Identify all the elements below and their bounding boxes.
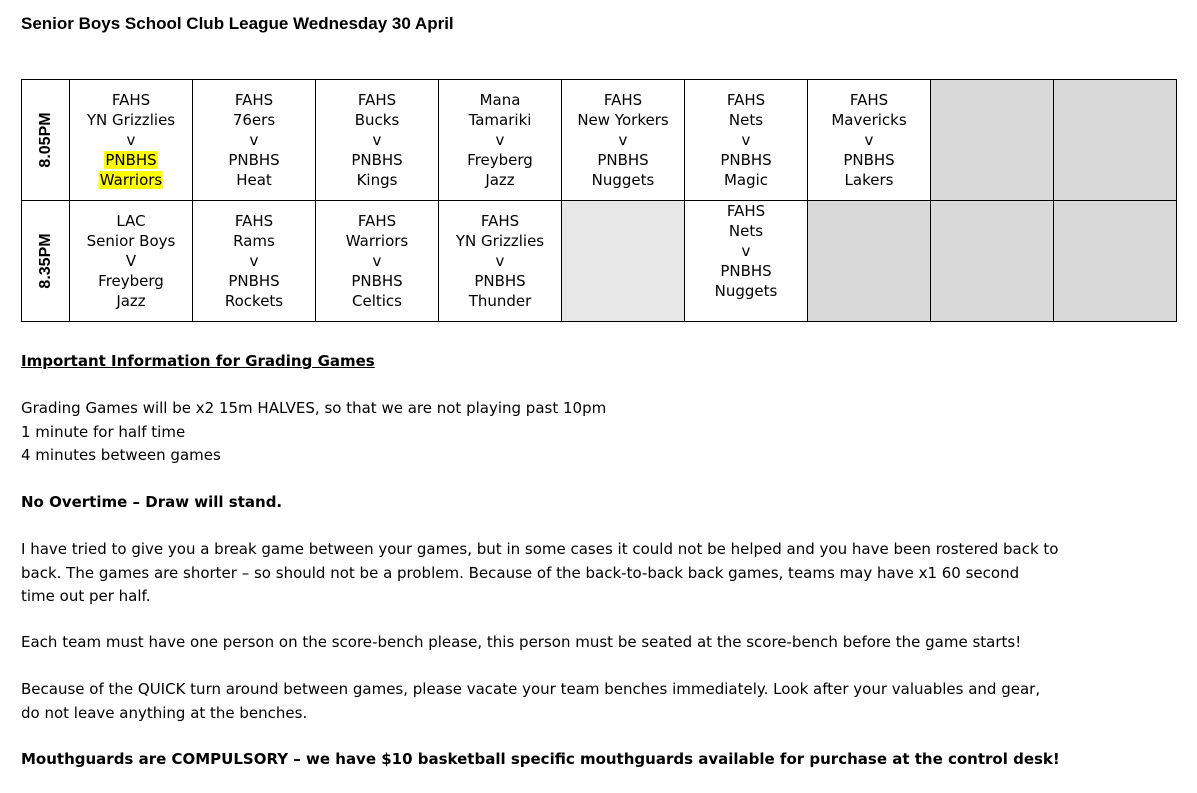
matchup-line (685, 201, 807, 221)
empty-slot-cell (931, 201, 1054, 322)
matchup-line (685, 241, 807, 261)
team-text: FAHS (234, 212, 274, 230)
grading-rules (21, 397, 606, 468)
team-text: FAHS (726, 91, 766, 109)
page-title: Senior Boys School Club League Wednesday 30 April (21, 14, 454, 33)
game-cell (562, 80, 685, 201)
empty-slot-cell (1054, 80, 1177, 201)
matchup-line (70, 231, 192, 251)
team-text: FAHS (357, 91, 397, 109)
matchup-line (70, 110, 192, 130)
paragraph-line: Because of the QUICK turn around between games, please vacate your team benches immediately. Look after your valuables and gear, (21, 680, 1041, 698)
team-text: Lakers (844, 171, 894, 189)
game-cell (685, 201, 808, 322)
team-text: Heat (236, 171, 272, 189)
matchup-line (316, 150, 438, 170)
team-text: PNBHS (228, 151, 280, 169)
team-text: Nuggets (714, 282, 778, 300)
paragraph-line: I have tried to give you a break game between your games, but in some cases it could not be helped and you have been rostered back to (21, 540, 1059, 558)
team-text: FAHS (603, 91, 643, 109)
grading-rule-line: Grading Games will be x2 15m HALVES, so that we are not playing past 10pm (21, 399, 607, 417)
matchup-line (439, 130, 561, 150)
matchup (70, 211, 192, 311)
versus-text: v (741, 242, 751, 260)
matchup-line (808, 90, 930, 110)
team-text: Mana (479, 91, 521, 109)
mouthguards-block (21, 748, 1060, 772)
team-text: FAHS (849, 91, 889, 109)
team-text: Nuggets (591, 171, 655, 189)
team-text: FAHS (234, 91, 274, 109)
team-text: Celtics (352, 292, 402, 310)
matchup-line (808, 150, 930, 170)
matchup-line (685, 221, 807, 241)
matchup-line (70, 251, 192, 271)
versus-text: v (495, 252, 505, 270)
matchup (808, 90, 930, 190)
matchup-line (808, 110, 930, 130)
break-game-paragraph (21, 538, 1058, 609)
matchup-line (70, 150, 192, 170)
matchup-line (316, 90, 438, 110)
matchup-line (70, 130, 192, 150)
matchup-line (193, 150, 315, 170)
highlighted-team-text: PNBHS (105, 151, 157, 169)
matchup (685, 201, 807, 301)
game-schedule-table (21, 79, 1177, 322)
game-cell (808, 80, 931, 201)
matchup-line (316, 231, 438, 251)
matchup-line (193, 251, 315, 271)
versus-text: V (125, 252, 137, 270)
team-text: PNBHS (720, 151, 772, 169)
versus-text: v (372, 131, 382, 149)
time-slot-cell (22, 201, 70, 322)
matchup (193, 211, 315, 311)
matchup-line (439, 211, 561, 231)
game-cell (316, 80, 439, 201)
team-text: YN Grizzlies (455, 232, 545, 250)
team-text: New Yorkers (577, 111, 669, 129)
game-cell (439, 201, 562, 322)
versus-text: v (741, 131, 751, 149)
matchup (685, 90, 807, 190)
score-bench-paragraph (21, 631, 1021, 655)
matchup-line (70, 271, 192, 291)
schedule-row (22, 80, 1177, 201)
team-text: Tamariki (468, 111, 532, 129)
matchup-line (70, 211, 192, 231)
team-text: FAHS (357, 212, 397, 230)
versus-text: v (864, 131, 874, 149)
game-cell (193, 80, 316, 201)
matchup-line (562, 170, 684, 190)
team-text: Senior Boys (86, 232, 176, 250)
matchup-line (562, 110, 684, 130)
matchup-line (685, 130, 807, 150)
team-text: Jazz (116, 292, 146, 310)
matchup (439, 90, 561, 190)
game-cell (70, 201, 193, 322)
grading-heading-block (21, 350, 375, 374)
matchup-line (316, 130, 438, 150)
matchup (70, 90, 192, 190)
matchup-line (193, 291, 315, 311)
matchup-line (193, 271, 315, 291)
matchup-line (193, 90, 315, 110)
matchup-line (316, 211, 438, 231)
team-text: LAC (116, 212, 146, 230)
time-slot-label: 8.05PM (36, 112, 54, 168)
no-overtime-block (21, 491, 282, 515)
paragraph-line: do not leave anything at the benches. (21, 703, 308, 722)
empty-slot-cell (562, 201, 685, 322)
game-cell (439, 80, 562, 201)
game-cell (685, 80, 808, 201)
matchup-line (439, 251, 561, 271)
matchup-line (193, 110, 315, 130)
no-overtime-notice: No Overtime – Draw will stand. (21, 493, 283, 511)
matchup-line (70, 170, 192, 190)
team-text: Mavericks (831, 111, 907, 129)
matchup-line (439, 231, 561, 251)
game-cell (316, 201, 439, 322)
team-text: Warriors (345, 232, 409, 250)
team-text: PNBHS (351, 272, 403, 290)
matchup-line (70, 90, 192, 110)
time-slot-label: 8.35PM (36, 233, 54, 289)
team-text: FAHS (726, 202, 766, 220)
grading-rule-line: 4 minutes between games (21, 446, 221, 464)
team-text: Kings (356, 171, 398, 189)
team-text: Rockets (224, 292, 284, 310)
versus-text: v (249, 131, 259, 149)
matchup-line (562, 150, 684, 170)
matchup-line (439, 110, 561, 130)
paragraph-line: time out per half. (21, 587, 151, 605)
paragraph-line: back. The games are shorter – so should not be a problem. Because of the back-to-back back games, teams may have x1 60 second (21, 563, 1020, 582)
matchup-line (70, 291, 192, 311)
team-text: Freyberg (467, 151, 533, 169)
matchup-line (316, 291, 438, 311)
matchup-line (193, 130, 315, 150)
matchup-line (439, 90, 561, 110)
matchup-line (316, 110, 438, 130)
matchup (193, 90, 315, 190)
team-text: Nets (728, 222, 764, 240)
team-text: Magic (723, 171, 769, 189)
matchup-line (685, 150, 807, 170)
team-text: FAHS (480, 212, 520, 230)
game-cell (70, 80, 193, 201)
team-text: YN Grizzlies (86, 111, 176, 129)
team-text: Rams (233, 232, 275, 250)
matchup-line (193, 231, 315, 251)
empty-slot-cell (1054, 201, 1177, 322)
versus-text: v (495, 131, 505, 149)
highlighted-team-text: Warriors (99, 171, 163, 189)
team-text: Bucks (354, 111, 400, 129)
team-text: PNBHS (720, 262, 772, 280)
matchup (316, 211, 438, 311)
versus-text: v (372, 252, 382, 270)
team-text: FAHS (111, 91, 151, 109)
matchup-line (439, 291, 561, 311)
matchup-line (439, 150, 561, 170)
team-text: Jazz (485, 171, 515, 189)
matchup-line (808, 170, 930, 190)
matchup-line (685, 90, 807, 110)
grading-info-heading: Important Information for Grading Games (21, 352, 375, 370)
versus-text: v (126, 131, 136, 149)
matchup-line (685, 261, 807, 281)
versus-text: v (618, 131, 628, 149)
grading-rule-line: 1 minute for half time (21, 422, 186, 441)
matchup-line (193, 170, 315, 190)
versus-text: v (249, 252, 259, 270)
team-text: PNBHS (351, 151, 403, 169)
matchup-line (316, 170, 438, 190)
time-slot-cell (22, 80, 70, 201)
empty-slot-cell (808, 201, 931, 322)
matchup (316, 90, 438, 190)
team-text: PNBHS (843, 151, 895, 169)
empty-slot-cell (931, 80, 1054, 201)
matchup-line (193, 211, 315, 231)
team-text: Thunder (468, 292, 532, 310)
team-text: 76ers (232, 111, 276, 129)
team-text: Freyberg (98, 272, 164, 290)
matchup-line (316, 271, 438, 291)
matchup-line (439, 170, 561, 190)
matchup-line (439, 271, 561, 291)
quick-turnaround-paragraph (21, 678, 1040, 725)
team-text: Nets (728, 111, 764, 129)
matchup-line (562, 90, 684, 110)
matchup-line (316, 251, 438, 271)
team-text: PNBHS (597, 151, 649, 169)
matchup-line (685, 170, 807, 190)
matchup-line (685, 110, 807, 130)
matchup-line (808, 130, 930, 150)
schedule-row (22, 201, 1177, 322)
matchup (562, 90, 684, 190)
team-text: PNBHS (474, 272, 526, 290)
mouthguards-notice: Mouthguards are COMPULSORY – we have $10 basketball specific mouthguards available for purchase at the control desk! (21, 750, 1060, 768)
game-cell (193, 201, 316, 322)
paragraph-line: Each team must have one person on the score-bench please, this person must be seated at the score-bench before the game starts! (21, 633, 1022, 651)
matchup-line (562, 130, 684, 150)
matchup (439, 211, 561, 311)
matchup-line (685, 281, 807, 301)
team-text: PNBHS (228, 272, 280, 290)
